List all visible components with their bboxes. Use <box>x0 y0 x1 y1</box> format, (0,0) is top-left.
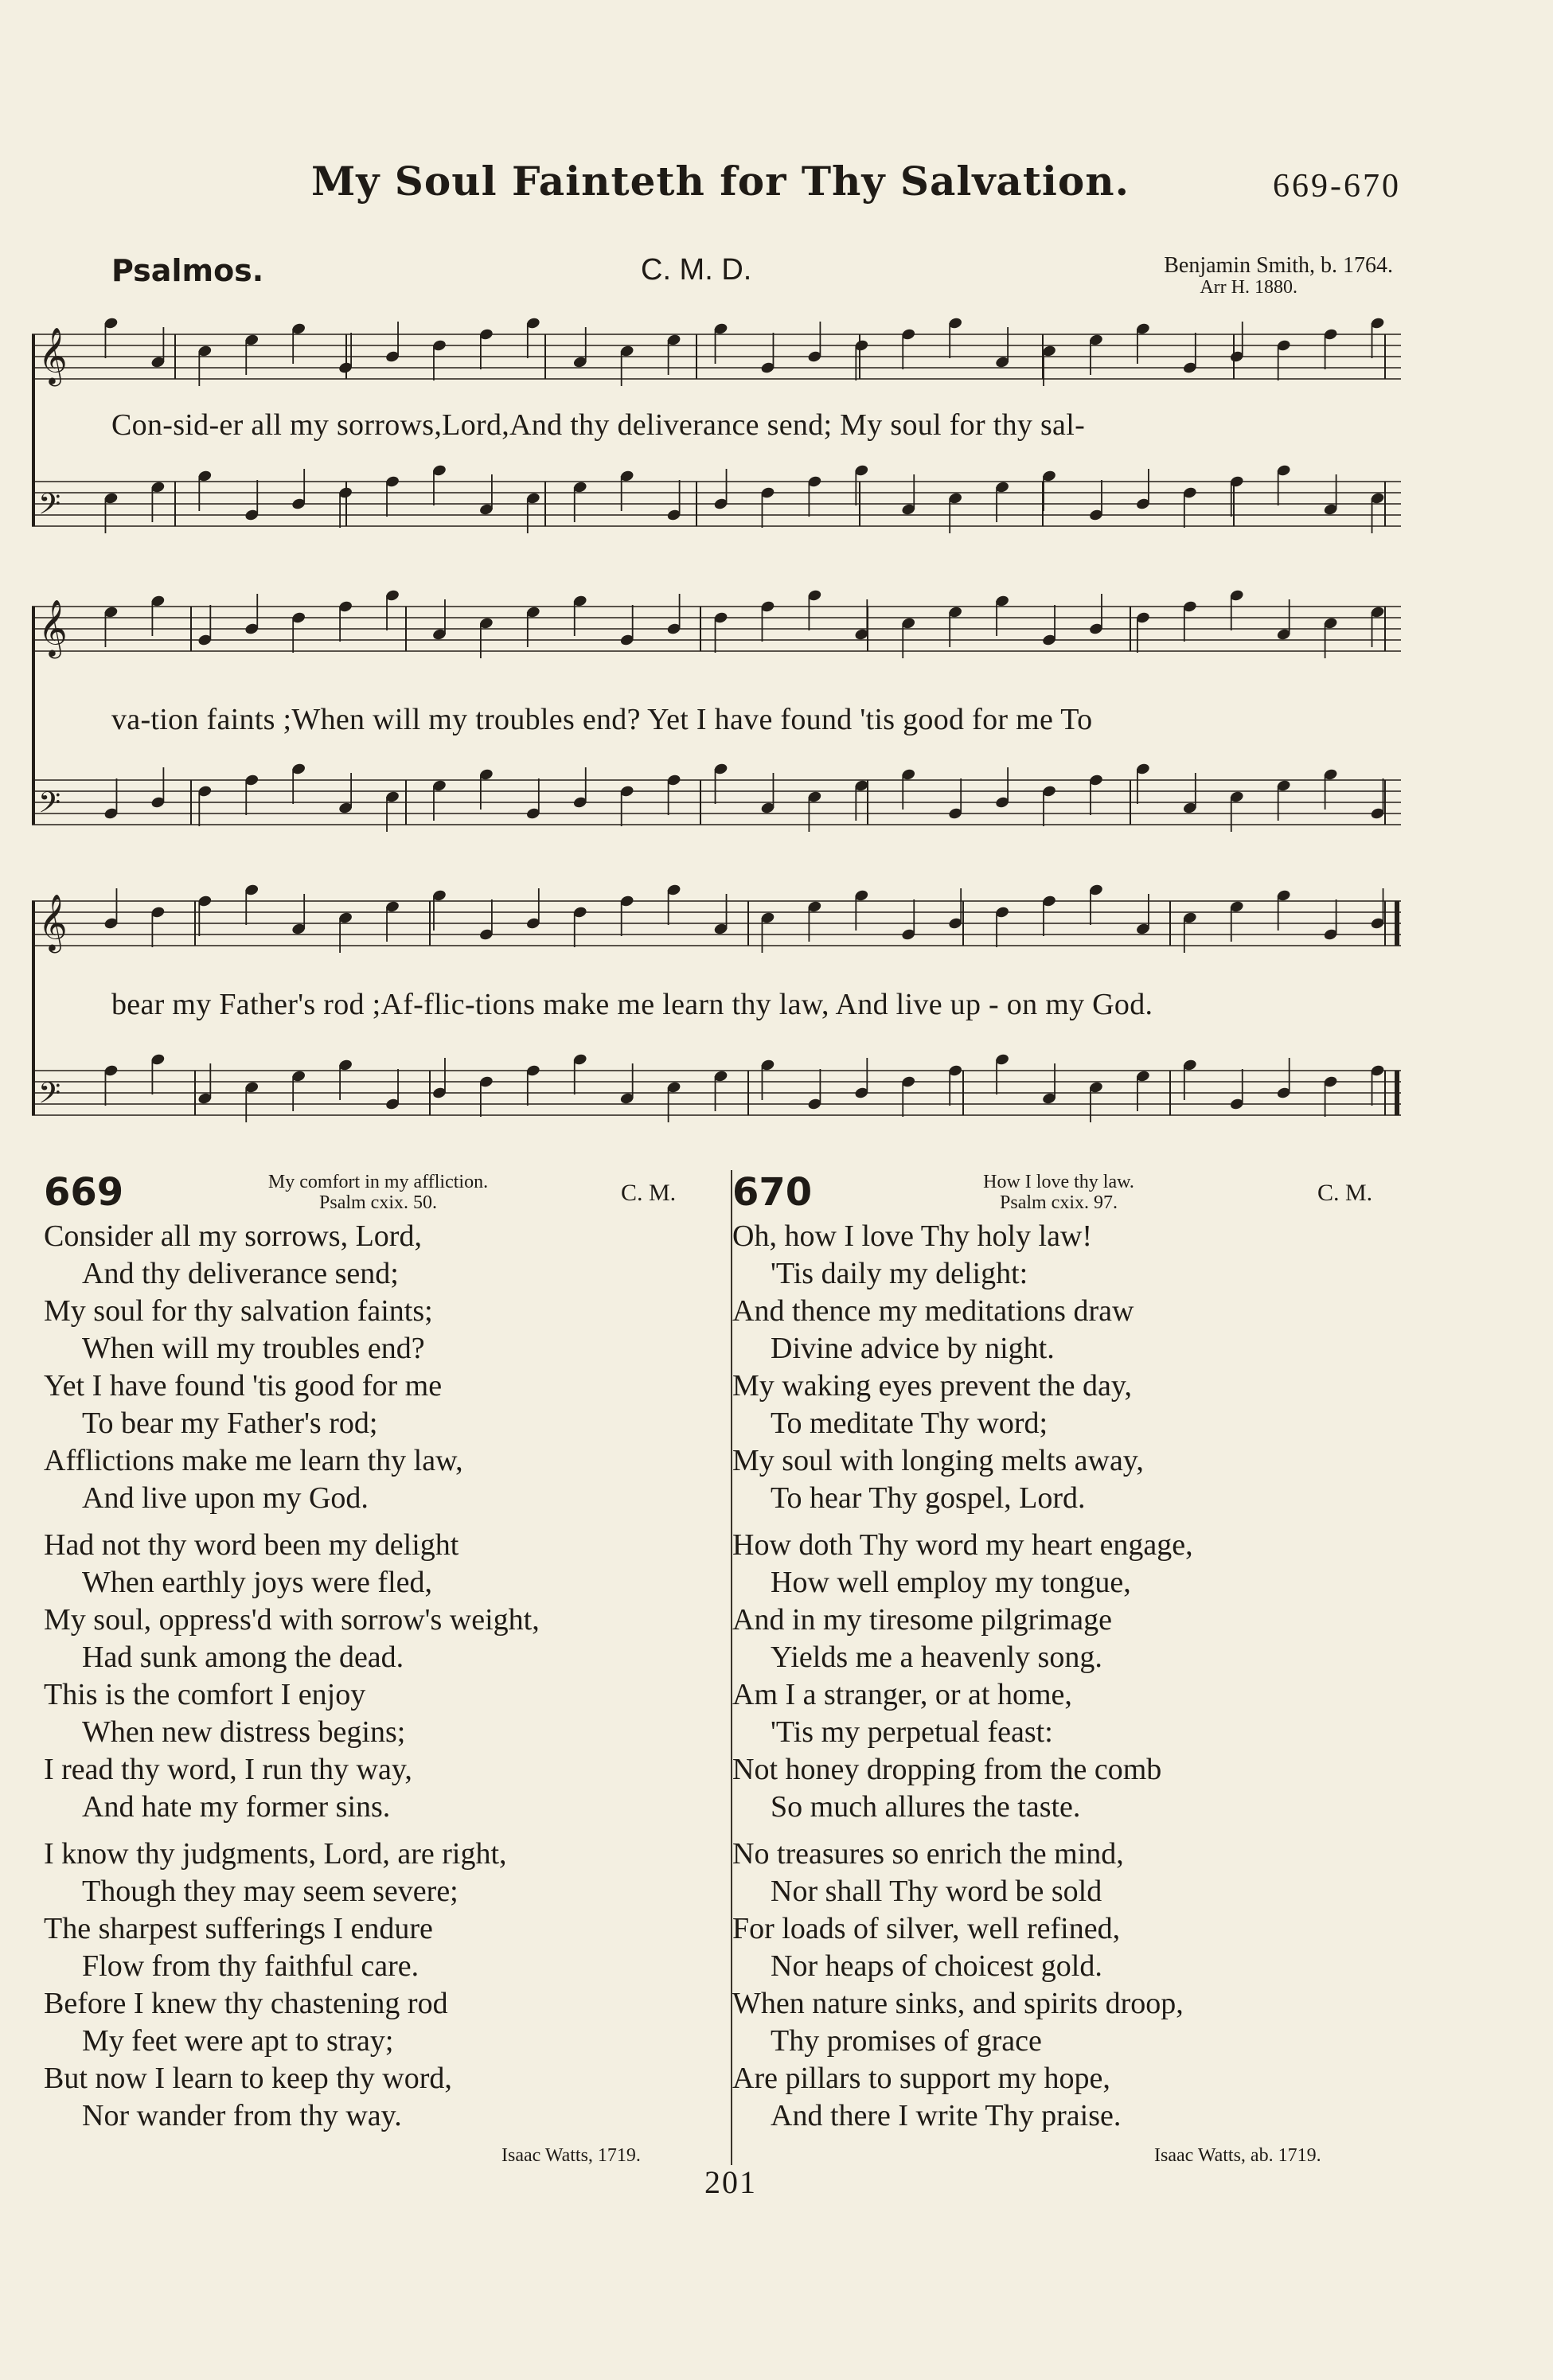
verse-line: Nor heaps of choicest gold. <box>771 1949 1102 1983</box>
arranger-credit: Arr H. 1880. <box>1200 277 1297 298</box>
hymn-meter: C. M. <box>621 1180 677 1206</box>
verse-line: To meditate Thy word; <box>771 1407 1048 1440</box>
verse-line: Are pillars to support my hope, <box>732 2062 1110 2095</box>
verse-line: Flow from thy faithful care. <box>82 1949 419 1983</box>
hymn-verses <box>44 1218 540 2144</box>
hymn-scripture: Psalm cxix. 97. <box>1000 1192 1118 1213</box>
treble-clef-icon: 𝄞 <box>38 892 68 951</box>
stanza <box>44 1527 540 1826</box>
verse-line: To bear my Father's rod; <box>82 1407 378 1440</box>
treble-clef-icon: 𝄞 <box>38 326 68 384</box>
stanza <box>732 1218 1193 1517</box>
verse-line: And in my tiresome pilgrimage <box>732 1603 1113 1637</box>
hymn-subtitle <box>892 1172 1226 1213</box>
page-number: 201 <box>704 2164 757 2200</box>
verse-line: My soul with longing melts away, <box>732 1444 1144 1477</box>
tune-meter: C. M. D. <box>641 253 752 287</box>
treble-clef-icon: 𝄞 <box>38 598 68 657</box>
bass-clef-icon: 𝄢 <box>38 487 61 529</box>
hymn-meter: C. M. <box>1317 1180 1373 1206</box>
lyric-line-1: Con-sid-er all my sorrows,Lord,And thy deliverance send; My soul for thy sal- <box>111 408 1086 442</box>
treble-staff <box>32 589 1401 659</box>
verse-line: 'Tis my perpetual feast: <box>771 1715 1053 1749</box>
verse-line: And thence my meditations draw <box>732 1294 1134 1328</box>
verse-line: And there I write Thy praise. <box>771 2099 1122 2132</box>
page-title: My Soul Fainteth for Thy Salvation. <box>310 158 1130 205</box>
final-barline <box>1395 1071 1399 1115</box>
stanza <box>732 1527 1193 1826</box>
verse-line: When earthly joys were fled, <box>82 1566 432 1599</box>
hymn-range: 669-670 <box>1273 168 1401 205</box>
verse-line: And live upon my God. <box>82 1481 369 1515</box>
composer-credit: Benjamin Smith, b. 1764. <box>1164 253 1393 278</box>
verse-line: Thy promises of grace <box>771 2024 1042 2058</box>
bass-staff <box>32 1053 1401 1122</box>
bass-clef-icon: 𝄢 <box>38 1076 61 1118</box>
verse-line: Consider all my sorrows, Lord, <box>44 1219 422 1253</box>
stanza <box>732 1836 1193 2135</box>
hymn-subtitle-text: My comfort in my affliction. <box>267 1172 489 1192</box>
verse-line: Divine advice by night. <box>771 1332 1055 1365</box>
bass-clef-icon: 𝄢 <box>38 786 61 827</box>
verse-line: No treasures so enrich the mind, <box>732 1837 1124 1871</box>
verse-line: The sharpest sufferings I endure <box>44 1912 433 1945</box>
verse-line: How doth Thy word my heart engage, <box>732 1528 1193 1562</box>
verse-line: For loads of silver, well refined, <box>732 1912 1121 1945</box>
stanza <box>44 1218 540 1517</box>
verse-line: When nature sinks, and spirits droop, <box>732 1987 1184 2020</box>
verse-line: When will my troubles end? <box>82 1332 425 1365</box>
lyric-line-2: va-tion faints ;When will my troubles end? Yet I have found 'tis good for me To <box>111 703 1093 736</box>
verse-line: My soul for thy salvation faints; <box>44 1294 433 1328</box>
verse-line: And thy deliverance send; <box>82 1257 399 1290</box>
verse-line: My soul, oppress'd with sorrow's weight, <box>44 1603 540 1637</box>
verse-line: Nor shall Thy word be sold <box>771 1875 1102 1908</box>
hymn-scripture: Psalm cxix. 50. <box>319 1192 437 1213</box>
verse-line: My waking eyes prevent the day, <box>732 1369 1132 1403</box>
verse-line: Yet I have found 'tis good for me <box>44 1369 443 1403</box>
verse-line: Not honey dropping from the comb <box>732 1753 1162 1786</box>
verse-line: When new distress begins; <box>82 1715 406 1749</box>
treble-staff <box>32 317 1401 387</box>
verse-line: Nor wander from thy way. <box>82 2099 402 2132</box>
verse-line: Though they may seem severe; <box>82 1875 458 1908</box>
verse-line: My feet were apt to stray; <box>82 2024 394 2058</box>
verse-line: This is the comfort I enjoy <box>44 1678 366 1711</box>
final-barline <box>1395 901 1399 946</box>
verse-line: Oh, how I love Thy holy law! <box>732 1219 1093 1253</box>
verse-line: Am I a stranger, or at home, <box>732 1678 1072 1711</box>
verse-line: How well employ my tongue, <box>771 1566 1131 1599</box>
hymn-author: Isaac Watts, ab. 1719. <box>1154 2145 1321 2166</box>
hymn-author: Isaac Watts, 1719. <box>501 2145 641 2166</box>
verse-line: Yields me a heavenly song. <box>771 1641 1102 1674</box>
verse-line: I know thy judgments, Lord, are right, <box>44 1837 507 1871</box>
verse-line: Had sunk among the dead. <box>82 1641 404 1674</box>
verse-line: Had not thy word been my delight <box>44 1528 459 1562</box>
hymn-verses <box>732 1218 1193 2144</box>
hymn-subtitle-text: How I love thy law. <box>983 1172 1134 1192</box>
tune-name: Psalmos. <box>111 253 264 288</box>
lyric-line-3: bear my Father's rod ;Af-flic-tions make me learn thy law, And live up - on my God. <box>111 988 1153 1021</box>
verse-line: And hate my former sins. <box>82 1790 391 1824</box>
verse-line: Afflictions make me learn thy law, <box>44 1444 463 1477</box>
bass-staff <box>32 763 1401 832</box>
verse-line: But now I learn to keep thy word, <box>44 2062 452 2095</box>
verse-line: To hear Thy gospel, Lord. <box>771 1481 1086 1515</box>
verse-line: So much allures the taste. <box>771 1790 1081 1824</box>
verse-line: Before I knew thy chastening rod <box>44 1987 448 2020</box>
stanza <box>44 1836 540 2135</box>
treble-staff <box>32 884 1401 954</box>
bass-staff <box>32 464 1401 533</box>
verse-line: 'Tis daily my delight: <box>771 1257 1028 1290</box>
hymn-number: 670 <box>732 1170 813 1215</box>
hymn-number: 669 <box>44 1170 124 1215</box>
hymn-subtitle <box>179 1172 577 1213</box>
verse-line: I read thy word, I run thy way, <box>44 1753 412 1786</box>
